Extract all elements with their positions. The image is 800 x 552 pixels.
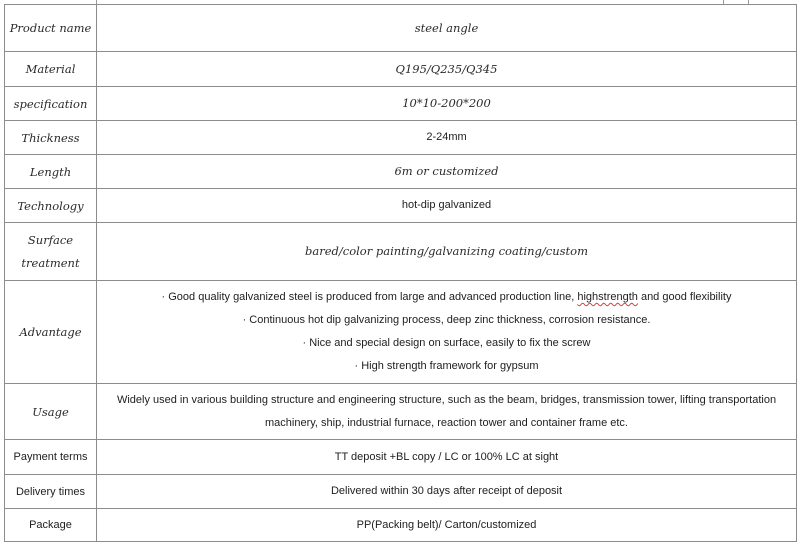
row-label: Package [5, 509, 97, 542]
table-row-technology [5, 189, 797, 223]
value-line: hot-dip galvanized [401, 199, 492, 211]
table-row-package [5, 509, 797, 542]
row-label [5, 223, 97, 281]
row-value [97, 52, 797, 87]
row-value [97, 475, 797, 509]
value-line: Delivered within 30 days after receipt of deposit [330, 485, 563, 497]
row-value [97, 281, 797, 384]
value-line: · Good quality galvanized steel is produced from large and advanced production line, highstrength and good flexibility [161, 291, 732, 303]
row-value [97, 440, 797, 475]
row-label: Material [5, 52, 97, 87]
value-line: PP(Packing belt)/ Carton/customized [356, 518, 537, 531]
row-label: Thickness [5, 121, 97, 155]
value-line: 6m or customized [394, 164, 499, 178]
row-value [97, 5, 797, 52]
table-row-delivery-times [5, 475, 797, 509]
value-line: 2-24mm [426, 131, 467, 143]
row-value [97, 87, 797, 121]
row-label: Length [5, 155, 97, 189]
value-line: steel angle [414, 20, 479, 35]
table-row-product-name [5, 5, 797, 52]
row-value [97, 189, 797, 223]
value-line: bared/color painting/galvanizing coating/custom [305, 244, 588, 258]
value-line: machinery, ship, industrial furnace, reaction tower and container frame etc. [265, 416, 628, 429]
row-label: Advantage [5, 281, 97, 384]
value-line: Widely used in various building structure and engineering structure, such as the beam, bridges, transmission tower, lifting transportation [116, 393, 777, 406]
row-label: Usage [5, 384, 97, 440]
value-line: · High strength framework for gypsum [354, 360, 539, 372]
table-row-usage [5, 384, 797, 440]
table-row-thickness [5, 121, 797, 155]
row-label: specification [5, 87, 97, 121]
row-label: Product name [5, 5, 97, 52]
value-line: · Nice and special design on surface, easily to fix the screw [302, 337, 591, 349]
value-line: 10*10-200*200 [402, 96, 491, 110]
value-line: · Continuous hot dip galvanizing process, deep zinc thickness, corrosion resistance. [242, 314, 651, 326]
table-row-payment-terms [5, 440, 797, 475]
value-line: TT deposit +BL copy / LC or 100% LC at sight [334, 450, 559, 463]
product-spec-table [4, 4, 797, 542]
table-row-material [5, 52, 797, 87]
value-line: Q195/Q235/Q345 [395, 61, 498, 76]
spellcheck-underline: highstrength [577, 291, 638, 303]
table-row-length [5, 155, 797, 189]
table-row-surface-treatment [5, 223, 797, 281]
row-label: Payment terms [5, 440, 97, 475]
row-value [97, 155, 797, 189]
row-value [97, 223, 797, 281]
table-row-advantage [5, 281, 797, 384]
row-label: Technology [5, 189, 97, 223]
label-line: treatment [21, 255, 80, 270]
row-value [97, 509, 797, 542]
row-value [97, 384, 797, 440]
table-row-specification [5, 87, 797, 121]
label-line: Surface [27, 232, 74, 247]
row-label: Delivery times [5, 475, 97, 509]
row-value [97, 121, 797, 155]
